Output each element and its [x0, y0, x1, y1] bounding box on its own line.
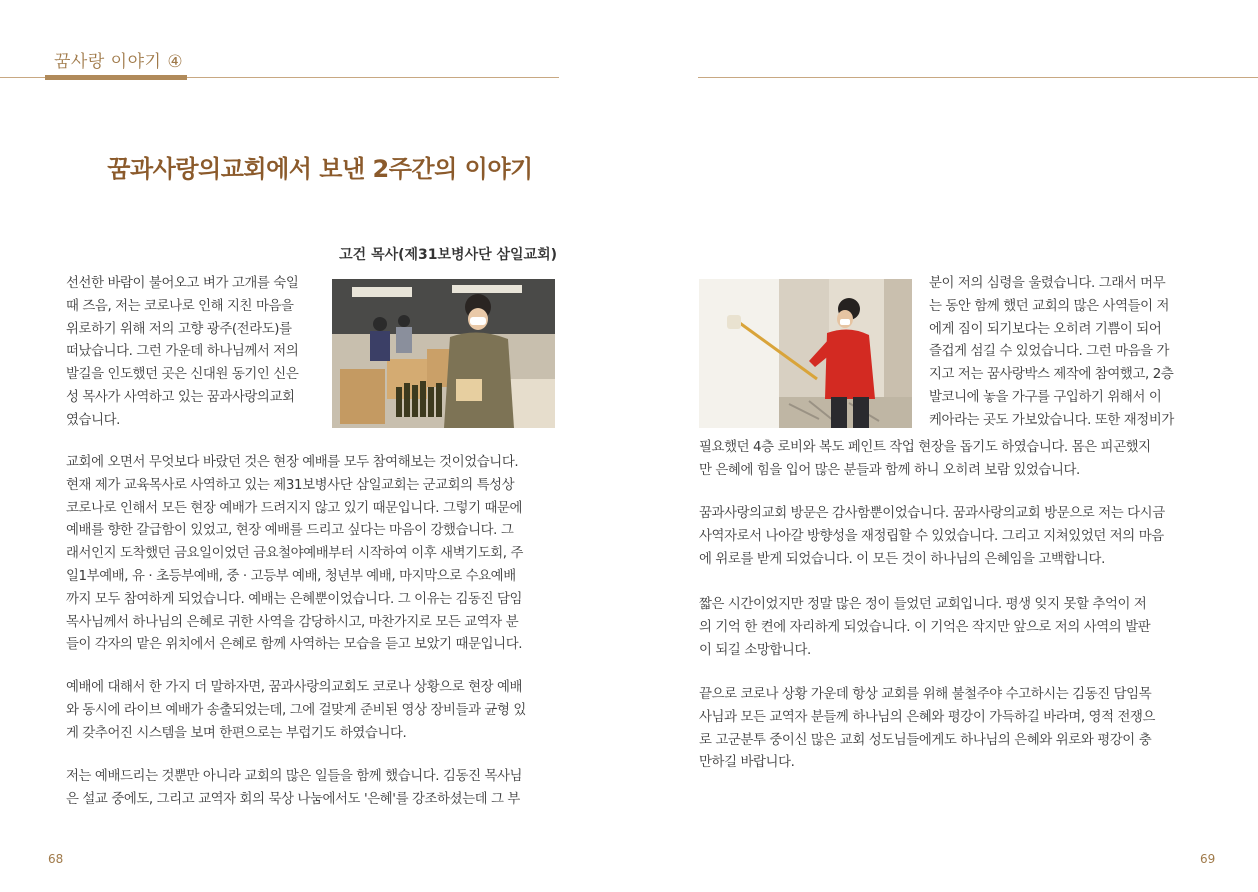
text-line: 필요했던 4층 로비와 복도 페인트 작업 현장을 돕기도 하였습니다. 몸은 피곤했지: [699, 440, 1151, 455]
right-continued-paragraph: [699, 437, 1151, 483]
header-rule-right: [698, 77, 1258, 78]
text-line: 에게 짐이 되기보다는 오히려 기쁨이 되어: [929, 321, 1162, 337]
text-line: 지고 저는 꿈사랑박스 제작에 참여했고, 2층: [929, 367, 1174, 383]
text-line: 목사님께서 하나님의 은혜로 귀한 사역을 감당하시고, 마찬가지로 모든 교역자 분: [66, 614, 519, 630]
text-line: 위로하기 위해 저의 고향 광주(전라도)를: [66, 321, 292, 337]
text-line: 꿈과사랑의교회 방문은 감사함뿐이었습니다. 꿈과사랑의교회 방문으로 저는 다시금: [699, 506, 1165, 521]
text-line: 에 위로를 받게 되었습니다. 이 모든 것이 하나님의 은혜임을 고백합니다.: [699, 551, 1105, 567]
photo-box-packing: [332, 279, 555, 428]
text-line: 교회에 오면서 무엇보다 바랐던 것은 현장 예배를 모두 참여해보는 것이었습니다.: [66, 455, 519, 470]
text-line: 사님과 모든 교역자 분들께 하나님의 은혜와 평강이 가득하길 바라며, 영적 전쟁으: [699, 709, 1156, 725]
text-line: 였습니다.: [66, 412, 120, 428]
text-line: 짧은 시간이었지만 정말 많은 정이 들었던 교회입니다. 평생 잊지 못할 추억이 저: [699, 597, 1147, 612]
left-intro-paragraph: [66, 273, 298, 433]
text-line: 로 고군분투 중이신 많은 교회 성도님들에게도 하나님의 은혜와 위로와 평강이 충: [699, 732, 1152, 748]
text-line: 까지 모두 참여하게 되었습니다. 예배는 은혜뿐이었습니다. 그 이유는 김동진 담임: [66, 591, 523, 607]
text-line: 떠났습니다. 그런 가운데 하나님께서 저의: [66, 344, 299, 360]
right-paragraph-3: [699, 594, 1150, 662]
page-number-right: 69: [1200, 852, 1216, 866]
text-line: 만하길 바랍니다.: [699, 755, 795, 771]
text-line: 분이 저의 심령을 울렸습니다. 그래서 머무: [929, 276, 1166, 291]
text-line: 들이 각자의 맡은 위치에서 은혜로 함께 사역하는 모습을 듣고 보았기 때문입니다.: [66, 637, 523, 653]
right-paragraph-4: [699, 684, 1155, 775]
text-line: 예배에 대해서 한 가지 더 말하자면, 꿈과사랑의교회도 코로나 상황으로 현장 예배: [66, 680, 523, 695]
text-line: 저는 예배드리는 것뿐만 아니라 교회의 많은 일들을 함께 했습니다. 김동진 목사님: [66, 769, 523, 784]
text-line: 은 설교 중에도, 그리고 교역자 회의 묵상 나눔에서도 '은혜'를 강조하셨는데 그 부: [66, 791, 520, 807]
text-line: 사역자로서 나아갈 방향성을 재정립할 수 있었습니다. 그리고 지쳐있었던 저의 마음: [699, 528, 1164, 544]
text-line: 래서인지 도착했던 금요일이었던 금요철야예배부터 시작하여 이후 새벽기도회, 주: [66, 546, 524, 562]
article-author: 고건 목사(제31보병사단 삼일교회): [339, 247, 557, 263]
left-paragraph-2: [66, 452, 523, 657]
text-line: 선선한 바람이 불어오고 벼가 고개를 숙일: [66, 276, 299, 291]
text-line: 끝으로 코로나 상황 가운데 항상 교회를 위해 불철주야 수고하시는 김동진 담임목: [699, 687, 1152, 702]
text-line: 예배를 향한 갈급함이 있었고, 현장 예배를 드리고 싶다는 마음이 강했습니다. 그: [66, 523, 514, 539]
right-side-paragraph: [929, 273, 1174, 433]
text-line: 발길을 인도했던 곳은 신대원 동기인 신은: [66, 367, 299, 383]
text-line: 게 갖추어진 시스템을 보며 한편으로는 부럽기도 하였습니다.: [66, 725, 407, 741]
left-paragraph-3: [66, 677, 526, 745]
page-number-left: 68: [48, 852, 64, 866]
text-line: 이 되길 소망합니다.: [699, 642, 811, 658]
text-line: 의 기억 한 켠에 자리하게 되었습니다. 이 기억은 작지만 앞으로 저의 사역의 발판: [699, 619, 1151, 635]
text-line: 현재 제가 교육목사로 사역하고 있는 제31보병사단 삼일교회는 군교회의 특성상: [66, 477, 515, 493]
header-rule-accent: [45, 75, 187, 80]
text-line: 일1부예배, 유 · 초등부예배, 중 · 고등부 예배, 청년부 예배, 마지막으로 수요예배: [66, 568, 516, 584]
text-line: 코로나로 인해서 모든 현장 예배가 드려지지 않고 있기 때문입니다. 그렇기 때문에: [66, 500, 523, 516]
text-line: 와 동시에 라이브 예배가 송출되었는데, 그에 걸맞게 준비된 영상 장비들과 균형 있: [66, 702, 526, 718]
text-line: 는 동안 함께 했던 교회의 많은 사역들이 저: [929, 298, 1170, 314]
photo-painting-wall: [699, 279, 912, 428]
left-paragraph-4: [66, 766, 522, 812]
article-title: 꿈과사랑의교회에서 보낸 2주간의 이야기: [107, 155, 533, 183]
right-paragraph-2: [699, 503, 1165, 571]
text-line: 성 목사가 사역하고 있는 꿈과사랑의교회: [66, 389, 295, 405]
text-line: 케아라는 곳도 가보았습니다. 또한 재정비가: [929, 412, 1174, 428]
text-line: 발코니에 놓을 가구를 구입하기 위해서 이: [929, 389, 1162, 405]
text-line: 때 즈음, 저는 코로나로 인해 지친 마음을: [66, 298, 294, 314]
section-label: 꿈사랑 이야기 ④: [54, 52, 184, 72]
text-line: 즐겁게 섬길 수 있었습니다. 그런 마음을 가: [929, 344, 1170, 360]
text-line: 만 은혜에 힘을 입어 많은 분들과 함께 하니 오히려 보람 있었습니다.: [699, 462, 1080, 478]
